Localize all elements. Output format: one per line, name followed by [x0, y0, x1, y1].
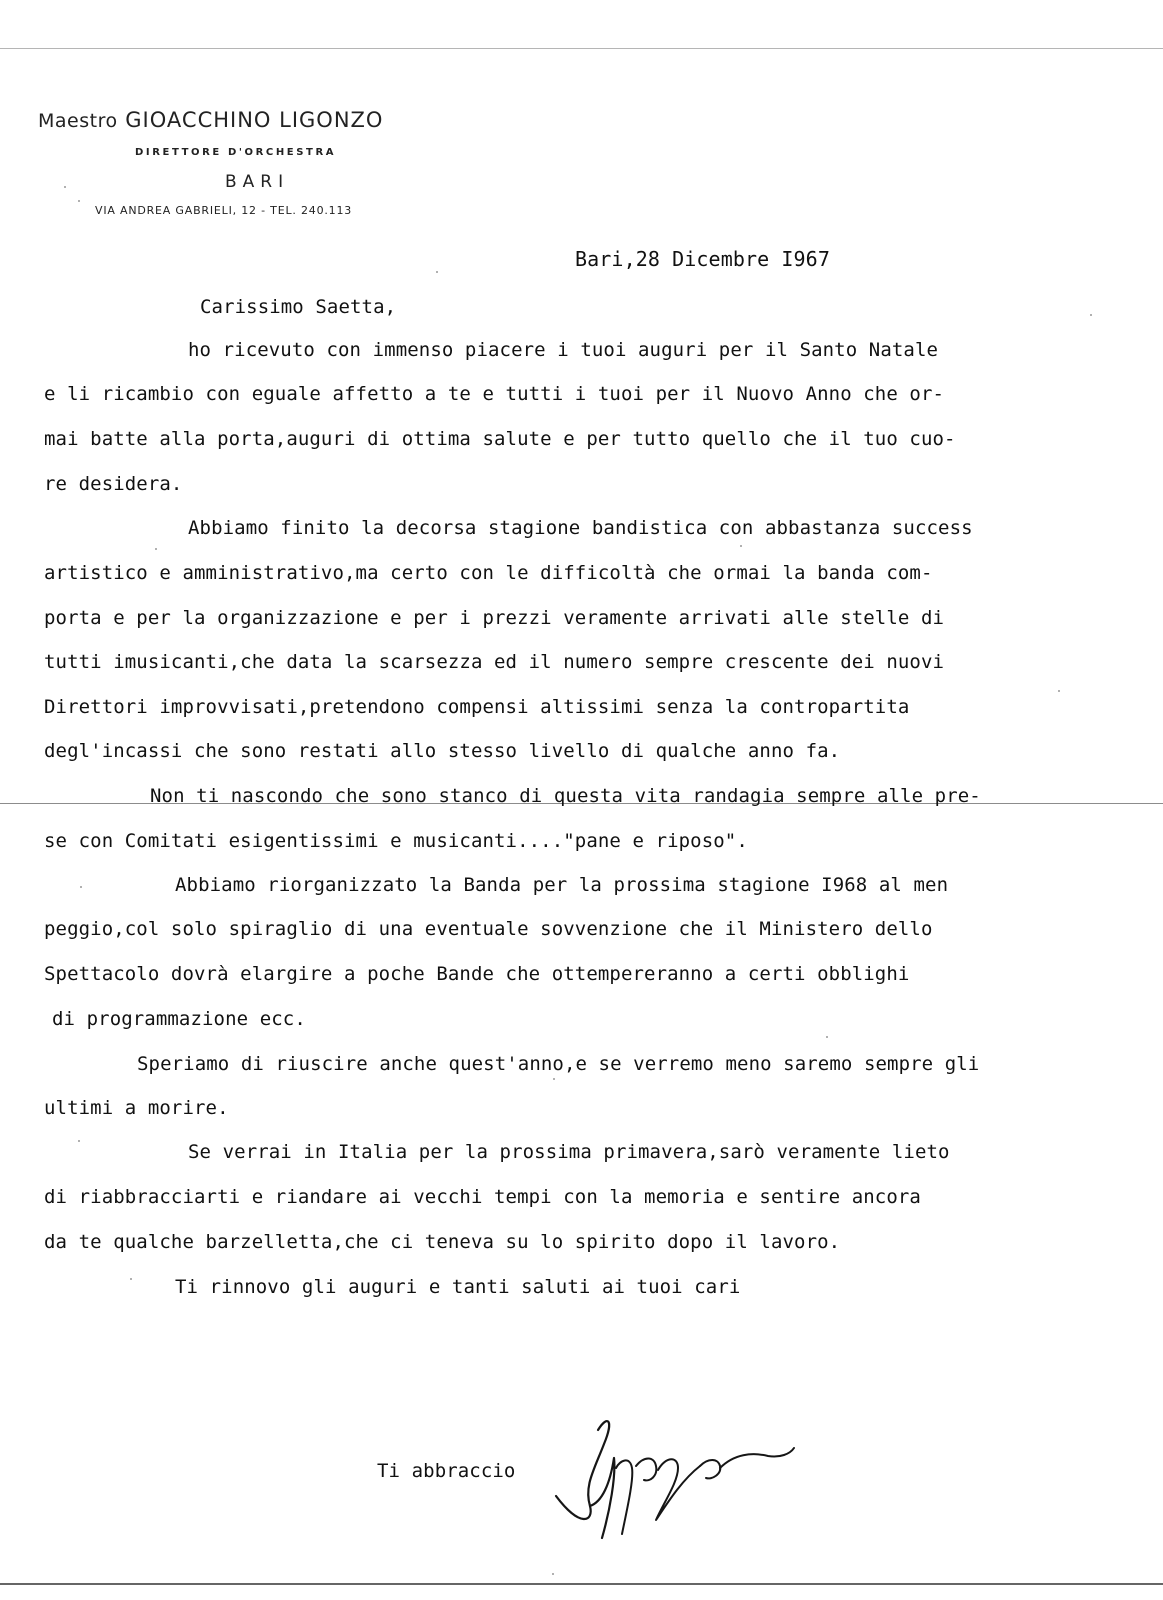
paper-speck — [1090, 314, 1092, 316]
letterhead-role: DIRETTORE D'ORCHESTRA — [135, 147, 337, 158]
paper-speck — [78, 1140, 80, 1142]
body-line: Direttori improvvisati,pretendono compensi altissimi senza la contropartita — [44, 696, 910, 718]
paper-speck — [553, 1078, 555, 1080]
body-line: Speriamo di riuscire anche quest'anno,e se verremo meno saremo sempre gli — [137, 1053, 980, 1075]
letterhead-name: GIOACCHINO LIGONZO — [125, 108, 384, 132]
body-line: tutti imusicanti,che data la scarsezza ed il numero sempre crescente dei nuovi — [44, 651, 945, 673]
body-line: peggio,col solo spiraglio di una eventuale sovvenzione che il Ministero dello — [44, 918, 933, 940]
body-line: artistico e amministrativo,ma certo con le difficoltà che ormai la banda com- — [44, 562, 933, 584]
paper-speck — [826, 1036, 828, 1038]
body-line: Se verrai in Italia per la prossima primavera,sarò veramente lieto — [188, 1141, 950, 1163]
letterhead-name-line — [38, 108, 383, 132]
letterhead-city: BARI — [225, 172, 290, 192]
body-line: ho ricevuto con immenso piacere i tuoi auguri per il Santo Natale — [188, 339, 939, 361]
body-line: Ti rinnovo gli auguri e tanti saluti ai tuoi cari — [175, 1276, 741, 1298]
letterhead-title: Maestro — [38, 110, 118, 132]
body-line: di riabbracciarti e riandare ai vecchi tempi con la memoria e sentire ancora — [44, 1186, 921, 1208]
body-line: ultimi a morire. — [44, 1097, 229, 1119]
letter-closing: Ti abbraccio — [377, 1460, 516, 1482]
body-line: Non ti nascondo che sono stanco di questa vita randagia sempre alle pre- — [150, 785, 981, 807]
paper-speck — [80, 886, 82, 888]
paper-speck — [64, 186, 66, 188]
body-line: di programmazione ecc. — [52, 1008, 306, 1030]
body-line: se con Comitati esigentissimi e musicanti...."pane e riposo". — [44, 830, 748, 852]
paper-speck — [155, 548, 157, 550]
bottom-edge-line — [0, 1583, 1163, 1585]
paper-speck — [436, 271, 438, 273]
paper-speck — [740, 545, 742, 547]
body-line: mai batte alla porta,auguri di ottima salute e per tutto quello che il tuo cuo- — [44, 428, 956, 450]
body-line: da te qualche barzelletta,che ci teneva su lo spirito dopo il lavoro. — [44, 1231, 841, 1253]
body-line: porta e per la organizzazione e per i prezzi veramente arrivati alle stelle di — [44, 607, 945, 629]
body-line: Spettacolo dovrà elargire a poche Bande che ottempereranno a certi obblighi — [44, 963, 910, 985]
paper-speck — [552, 1573, 554, 1575]
top-edge-line — [0, 48, 1163, 49]
letter-date: Bari,28 Dicembre I967 — [575, 247, 830, 271]
paper-speck — [78, 200, 80, 202]
letterhead-address: VIA ANDREA GABRIELI, 12 - TEL. 240.113 — [95, 204, 353, 217]
body-line: Abbiamo finito la decorsa stagione bandistica con abbastanza success — [188, 517, 973, 539]
body-line: e li ricambio con eguale affetto a te e tutti i tuoi per il Nuovo Anno che or- — [44, 383, 945, 405]
body-line: degl'incassi che sono restati allo stesso livello di qualche anno fa. — [44, 740, 841, 762]
handwritten-signature — [550, 1410, 810, 1550]
paper-speck — [1058, 690, 1060, 692]
body-line: re desidera. — [44, 473, 183, 495]
letter-salutation: Carissimo Saetta, — [200, 296, 397, 318]
paper-speck — [130, 1278, 132, 1280]
body-line: Abbiamo riorganizzato la Banda per la prossima stagione I968 al men — [175, 874, 949, 896]
